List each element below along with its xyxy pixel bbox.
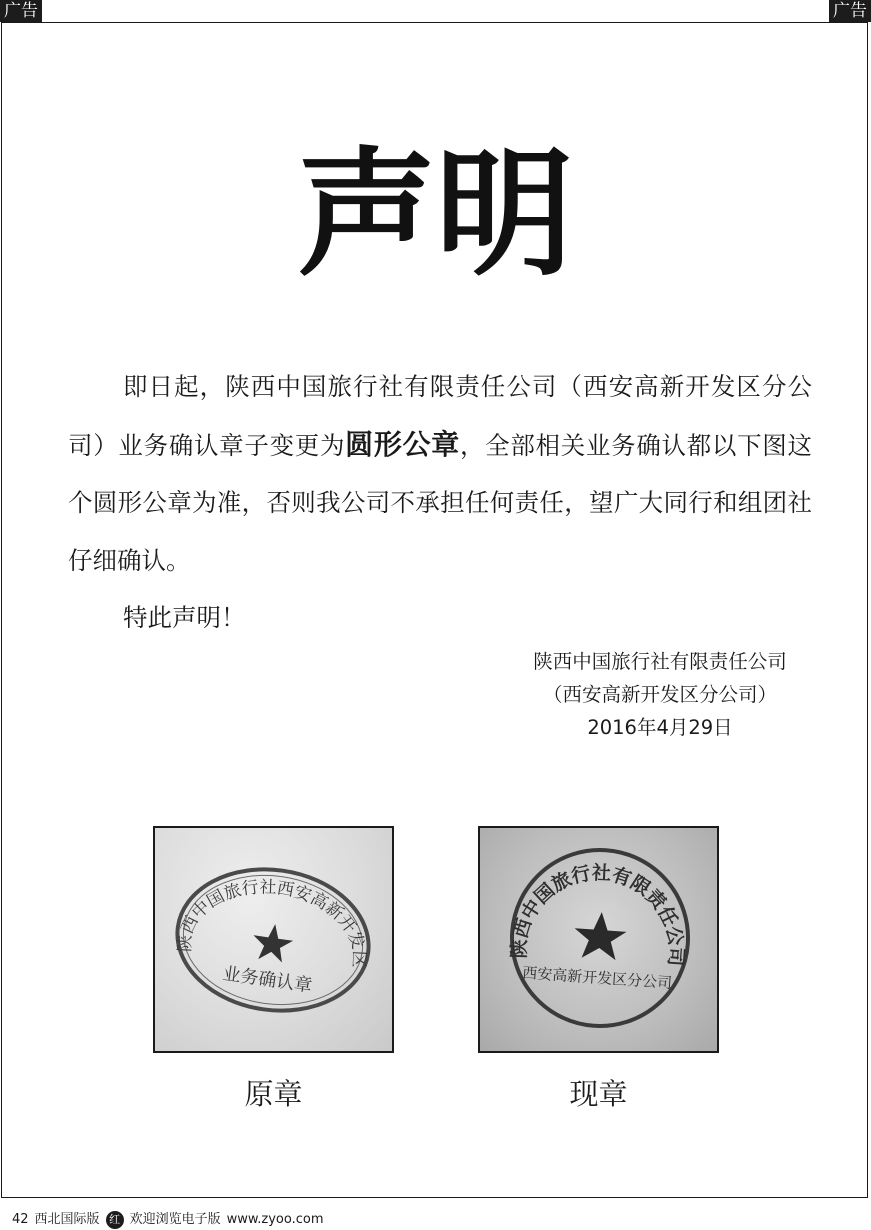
old-stamp-star-icon	[250, 921, 295, 963]
old-stamp-arc-text: 陕西中国旅行社西安高新开发区分公司	[175, 877, 369, 969]
old-stamp-bottom-text: 业务确认章	[221, 963, 314, 997]
new-stamp-star-icon	[573, 910, 628, 961]
signature-block	[460, 645, 860, 744]
signature-date: 2016年4月29日	[587, 716, 733, 739]
footer-edition: 西北国际版	[34, 1212, 100, 1227]
footer-url[interactable]: www.zyoo.com	[226, 1212, 324, 1227]
footer-logo-icon: 红	[106, 1211, 124, 1229]
statement-closing: 特此声明！	[123, 603, 246, 632]
page-title	[0, 134, 871, 295]
statement-body	[68, 358, 812, 647]
statement-text-a: 即日起，陕西中国旅行社有限责任公司（西安高新开发区分公司）业务确认章子变更为	[68, 372, 812, 460]
old-stamp-caption: 原章	[244, 1077, 303, 1111]
page-footer	[12, 1210, 324, 1230]
statement-highlight: 圆形公章	[345, 427, 460, 461]
statement-paragraph	[68, 358, 812, 589]
title-char-2: 明	[435, 134, 604, 295]
new-stamp-bottom-text: 西安高新开发区分公司	[521, 963, 673, 993]
new-stamp-caption: 现章	[569, 1077, 628, 1111]
statement-text-b: ，全部相关业务确认都以下图这个圆形公章为准，否则我公司不承担任何责任，望广大同行和组团社仔细确认。	[68, 430, 812, 575]
new-stamp-photo	[478, 826, 719, 1053]
signature-company: 陕西中国旅行社有限责任公司	[533, 650, 787, 673]
ad-label-right: 广告	[829, 0, 871, 22]
old-stamp-photo	[153, 826, 394, 1053]
footer-page-number: 42	[12, 1212, 29, 1227]
ad-label-left: 广告	[0, 0, 42, 22]
signature-branch: （西安高新开发区分公司）	[542, 683, 777, 706]
title-char-1: 声	[297, 134, 466, 295]
new-stamp-arc-text: 陕西中国旅行社有限责任公司	[508, 861, 688, 967]
footer-welcome: 欢迎浏览电子版	[129, 1212, 221, 1227]
